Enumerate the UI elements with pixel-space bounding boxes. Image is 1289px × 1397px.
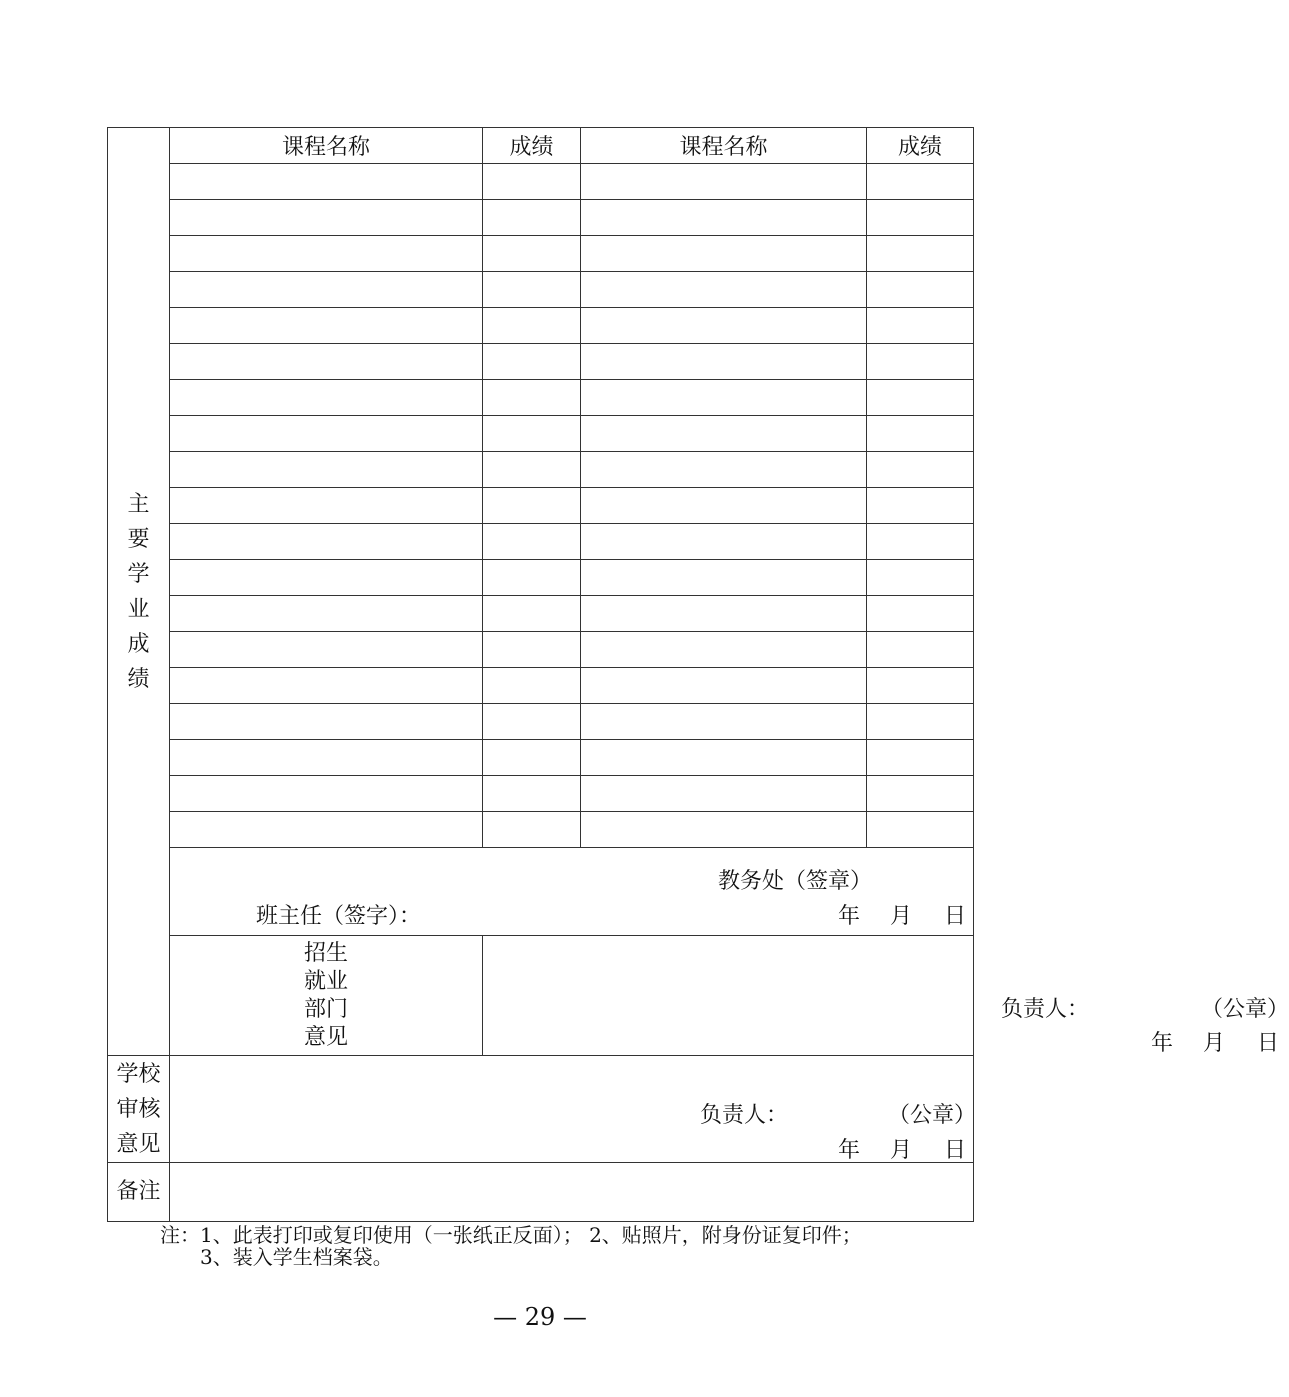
- course-name-cell[interactable]: [581, 164, 867, 200]
- grades-form-table: [107, 127, 1289, 1222]
- course-name-cell[interactable]: [581, 452, 867, 488]
- score-cell[interactable]: [483, 272, 581, 308]
- score-cell[interactable]: [483, 236, 581, 272]
- course-name-cell[interactable]: [170, 416, 483, 452]
- score-cell[interactable]: [867, 164, 974, 200]
- course-name-cell[interactable]: [170, 488, 483, 524]
- note-line-1: 注：1、此表打印或复印使用（一张纸正反面）； 2、贴照片，附身份证复印件；: [160, 1223, 862, 1247]
- score-cell[interactable]: [483, 704, 581, 740]
- table-row: [108, 740, 974, 776]
- course-name-cell[interactable]: [170, 308, 483, 344]
- school-review-row: [108, 1056, 974, 1163]
- date-month: 月: [890, 1138, 913, 1163]
- course-name-cell[interactable]: [581, 380, 867, 416]
- table-row: [108, 704, 974, 740]
- date-day: 日: [944, 1138, 967, 1163]
- score-cell[interactable]: [867, 236, 974, 272]
- admission-dept-row: [108, 936, 974, 1056]
- table-row: [108, 812, 974, 848]
- course-name-cell[interactable]: [581, 740, 867, 776]
- date-day: 日: [944, 904, 967, 929]
- score-cell[interactable]: [867, 200, 974, 236]
- course-name-cell[interactable]: [581, 200, 867, 236]
- score-cell[interactable]: [867, 524, 974, 560]
- score-cell[interactable]: [867, 704, 974, 740]
- score-cell[interactable]: [483, 488, 581, 524]
- table-row: [108, 524, 974, 560]
- course-name-cell[interactable]: [170, 452, 483, 488]
- grades-header-row: [108, 128, 974, 164]
- grades-section-label: 主 要 学 业 成 绩: [108, 128, 170, 1056]
- school-review-label: 学校 审核 意见: [108, 1056, 170, 1163]
- course-name-cell[interactable]: [581, 668, 867, 704]
- score-cell[interactable]: [483, 632, 581, 668]
- score-cell[interactable]: [867, 632, 974, 668]
- table-row: [108, 776, 974, 812]
- table-row: [108, 560, 974, 596]
- course-name-header: 课程名称: [581, 128, 867, 164]
- course-name-cell[interactable]: [581, 632, 867, 668]
- score-cell[interactable]: [483, 416, 581, 452]
- score-cell[interactable]: [483, 308, 581, 344]
- course-name-cell[interactable]: [581, 236, 867, 272]
- course-name-header: 课程名称: [170, 128, 483, 164]
- course-name-cell[interactable]: [581, 812, 867, 848]
- course-name-cell[interactable]: [170, 380, 483, 416]
- table-row: [108, 308, 974, 344]
- table-row: [108, 380, 974, 416]
- class-teacher-signature: 班主任（签字）：: [256, 904, 422, 929]
- official-seal-label: （公章）: [1201, 997, 1289, 1022]
- date-year: 年: [838, 1138, 861, 1163]
- table-row: [108, 668, 974, 704]
- score-cell[interactable]: [867, 560, 974, 596]
- score-header: 成绩: [867, 128, 974, 164]
- score-cell[interactable]: [867, 380, 974, 416]
- admission-dept-opinion[interactable]: [483, 936, 1289, 1056]
- table-row: [108, 452, 974, 488]
- course-name-cell[interactable]: [581, 524, 867, 560]
- table-row: [108, 596, 974, 632]
- score-cell[interactable]: [867, 452, 974, 488]
- course-name-cell[interactable]: [170, 344, 483, 380]
- official-seal-label: （公章）: [888, 1103, 977, 1128]
- score-cell[interactable]: [483, 596, 581, 632]
- score-cell[interactable]: [867, 776, 974, 812]
- date-month: 月: [1203, 1031, 1226, 1056]
- academic-office-seal: 教务处（签章）: [718, 869, 873, 894]
- table-row: [108, 488, 974, 524]
- course-name-cell[interactable]: [581, 308, 867, 344]
- note-line-2: 3、装入学生档案袋。: [200, 1245, 393, 1269]
- grades-signature-cell[interactable]: [170, 848, 974, 936]
- form-note: [160, 1224, 862, 1268]
- date-month: 月: [890, 904, 913, 929]
- score-cell[interactable]: [483, 560, 581, 596]
- score-cell[interactable]: [483, 812, 581, 848]
- table-row: [108, 164, 974, 200]
- table-row: [108, 416, 974, 452]
- score-cell[interactable]: [483, 524, 581, 560]
- course-name-cell[interactable]: [581, 272, 867, 308]
- course-name-cell[interactable]: [581, 776, 867, 812]
- table-row: [108, 272, 974, 308]
- course-name-cell[interactable]: [170, 236, 483, 272]
- table-row: [108, 344, 974, 380]
- page-number: — 29 —: [493, 1303, 587, 1331]
- score-cell[interactable]: [483, 452, 581, 488]
- score-cell[interactable]: [867, 668, 974, 704]
- date-day: 日: [1257, 1031, 1280, 1056]
- score-cell[interactable]: [483, 344, 581, 380]
- course-name-cell[interactable]: [170, 632, 483, 668]
- remarks-field[interactable]: [170, 1163, 974, 1222]
- score-cell[interactable]: [867, 812, 974, 848]
- course-name-cell[interactable]: [170, 740, 483, 776]
- course-name-cell[interactable]: [170, 272, 483, 308]
- score-cell[interactable]: [483, 164, 581, 200]
- score-cell[interactable]: [483, 200, 581, 236]
- date-year: 年: [838, 904, 861, 929]
- score-cell[interactable]: [867, 488, 974, 524]
- score-cell[interactable]: [867, 596, 974, 632]
- course-name-cell[interactable]: [170, 704, 483, 740]
- remarks-label: 备注: [108, 1163, 170, 1222]
- course-name-cell[interactable]: [170, 596, 483, 632]
- table-row: [108, 236, 974, 272]
- responsible-person-label: 负责人：: [700, 1103, 789, 1128]
- course-name-cell[interactable]: [581, 560, 867, 596]
- course-name-cell[interactable]: [170, 200, 483, 236]
- score-cell[interactable]: [867, 272, 974, 308]
- remarks-row: [108, 1163, 974, 1222]
- admission-dept-label: 招生 就业 部门 意见: [170, 936, 483, 1056]
- course-name-cell[interactable]: [170, 524, 483, 560]
- school-review-opinion[interactable]: [170, 1056, 977, 1163]
- score-cell[interactable]: [483, 740, 581, 776]
- table-row: [108, 632, 974, 668]
- course-name-cell[interactable]: [581, 596, 867, 632]
- course-name-cell[interactable]: [170, 164, 483, 200]
- score-cell[interactable]: [483, 776, 581, 812]
- score-cell[interactable]: [867, 344, 974, 380]
- date-year: 年: [1151, 1031, 1174, 1056]
- score-cell[interactable]: [867, 740, 974, 776]
- score-header: 成绩: [483, 128, 581, 164]
- course-name-cell[interactable]: [581, 344, 867, 380]
- course-name-cell[interactable]: [170, 560, 483, 596]
- responsible-person-label: 负责人：: [1001, 997, 1090, 1022]
- course-name-cell[interactable]: [581, 416, 867, 452]
- score-cell[interactable]: [867, 416, 974, 452]
- course-name-cell[interactable]: [170, 776, 483, 812]
- score-cell[interactable]: [867, 308, 974, 344]
- table-row: [108, 200, 974, 236]
- course-name-cell[interactable]: [581, 488, 867, 524]
- grades-signature-row: [108, 848, 974, 936]
- score-cell[interactable]: [483, 668, 581, 704]
- course-name-cell[interactable]: [170, 668, 483, 704]
- score-cell[interactable]: [483, 380, 581, 416]
- course-name-cell[interactable]: [170, 812, 483, 848]
- course-name-cell[interactable]: [581, 704, 867, 740]
